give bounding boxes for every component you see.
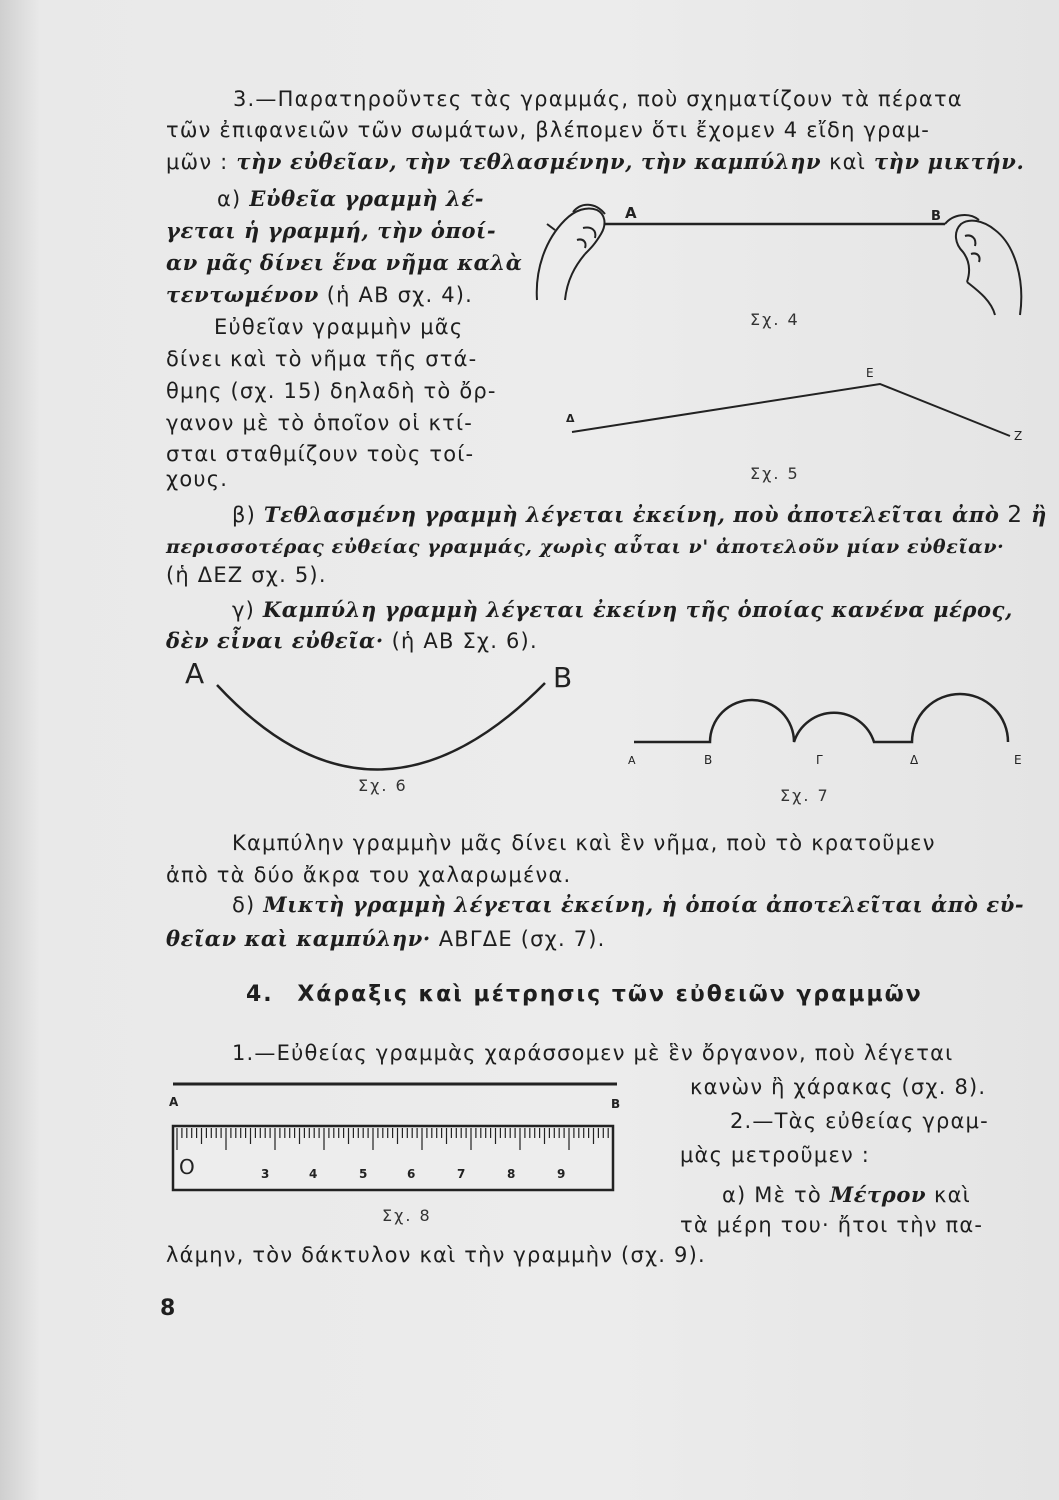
fig4-caption: Σχ. 4 [750, 310, 800, 329]
left-hand-icon [537, 205, 605, 300]
para-a-line9: σται σταθμίζουν τοὺς τοί- [166, 442, 475, 466]
ruler-number-5: 5 [359, 1167, 368, 1181]
para-b-marker: β) [232, 503, 256, 527]
fig5-label-d: Δ [566, 412, 575, 425]
para-c-line2 [166, 628, 538, 654]
figure-5-broken-line [560, 360, 1030, 460]
s4-para1-line2: κανὼν ἢ χάρακας (σχ. 8). [690, 1075, 987, 1099]
para-a-line4-b: (ἡ ΑΒ σχ. 4). [326, 283, 474, 307]
right-hand-icon [945, 215, 1021, 315]
para-d-line2-b: ΑΒΓΔΕ (σχ. 7). [438, 927, 606, 951]
fig6-label-a: A [185, 657, 205, 690]
para-a-line8: γανον μὲ τὸ ὁποῖον οἱ κτί- [166, 411, 474, 435]
para3-line3-a: μῶν : [166, 150, 229, 174]
ruler-number-7: 7 [457, 1167, 466, 1181]
para-c-term: Καμπύλη γραμμὴ λέγεται ἐκείνη τῆς ὁποίας κανένα μέρος, [262, 597, 1013, 622]
para-a-line4-a: τεντωμένον [166, 282, 319, 307]
fig4-label-b: Β [931, 209, 941, 224]
fig5-broken-line [572, 384, 1010, 436]
para-a-line5: Εὐθεῖαν γραμμὴν μᾶς [214, 315, 464, 339]
figure-4-thread [525, 190, 1030, 330]
para-d-marker: δ) [232, 893, 256, 917]
fig7-caption: Σχ. 7 [780, 786, 830, 805]
para-d-line2 [166, 926, 606, 952]
ruler-number-3: 3 [261, 1167, 270, 1181]
ruler-number-9: 9 [557, 1167, 566, 1181]
para-curve-line1: Καμπύλην γραμμὴν μᾶς δίνει καὶ ἓν νῆμα, ποὺ τὸ κρατοῦμεν [232, 831, 936, 855]
para-b-line3: (ἡ ΔΕΖ σχ. 5). [166, 563, 327, 587]
fig4-label-a: Α [625, 204, 637, 222]
para3-line3-c: καὶ [829, 150, 867, 174]
page-number: 8 [160, 1296, 176, 1321]
para3-line2: τῶν ἐπιφανειῶν τῶν σωμάτων, βλέπομεν ὅτι ἔχομεν 4 εἴδη γραμ- [166, 118, 931, 142]
s4-para2-line3 [722, 1182, 971, 1208]
fig7-label-b: Β [704, 753, 713, 767]
para-c-line2-a: δὲν εἶναι εὐθεῖα· [166, 628, 384, 653]
para3-line3-b: τὴν εὐθεῖαν, τὴν τεθλασμένην, τὴν καμπύλην [236, 149, 822, 174]
para-d-line2-a: θεῖαν καὶ καμπύλην· [166, 926, 431, 951]
para3-line3-d: τὴν μικτήν. [873, 149, 1025, 174]
para-b-line2: περισσοτέρας εὐθείας γραμμάς, χωρὶς αὗται ν' ἀποτελοῦν μίαν εὐθεῖαν· [166, 536, 1005, 558]
s4-para2-line3-c: καὶ [934, 1183, 971, 1207]
fig6-curve [217, 683, 545, 770]
s4-para2-line1: 2.—Τὰς εὐθείας γραμ- [730, 1109, 989, 1133]
ruler-number-0: O [179, 1155, 195, 1179]
para-b-or: ἢ [1031, 502, 1047, 527]
s4-para2-line4: τὰ μέρη του· ἤτοι τὴν πα- [680, 1213, 984, 1237]
fig7-label-d: Δ [910, 753, 919, 767]
fig5-label-z: Ζ [1014, 429, 1023, 443]
fig7-label-a: Α [628, 754, 636, 767]
fig8-label-a: Α [169, 1095, 179, 1109]
para-a-line10: χους. [166, 467, 229, 491]
para-d-term: Μικτὴ γραμμὴ λέγεται ἐκείνη, ἡ ὁποία ἀποτελεῖται ἀπὸ εὐ- [263, 892, 1025, 917]
s4-para2-metron: Μέτρον [829, 1182, 927, 1207]
para-a-marker: α) [217, 187, 242, 211]
para-curve-line2: ἀπὸ τὰ δύο ἄκρα του χαλαρωμένα. [166, 863, 572, 887]
section-4-title: Χάραξις καὶ μέτρησις τῶν εὐθειῶν γραμμῶν [297, 982, 923, 1007]
fig7-label-e: Ε [1014, 753, 1022, 767]
para-d-line1 [232, 892, 1024, 918]
section-4-heading [246, 982, 923, 1007]
para-c-line2-b: (ἡ ΑΒ Σχ. 6). [391, 629, 538, 653]
ruler-number-6: 6 [407, 1167, 416, 1181]
para3-line3 [166, 149, 1024, 175]
para3-line1: 3.—Παρατηροῦντες τὰς γραμμάς, ποὺ σχηματίζουν τὰ πέρατα [233, 87, 963, 111]
fig6-label-b: B [553, 661, 573, 694]
s4-para1-line1: 1.—Εὐθείας γραμμὰς χαράσσομεν μὲ ἓν ὄργανον, ποὺ λέγεται [232, 1041, 954, 1065]
para-a-line1 [217, 186, 484, 212]
s4-para2-line3-a: α) Μὲ τὸ [722, 1183, 822, 1207]
para-b-term: Τεθλασμένη γραμμὴ λέγεται ἐκείνη, ποὺ ἀποτελεῖται ἀπὸ [263, 502, 1000, 527]
fig5-caption: Σχ. 5 [750, 464, 800, 483]
para-a-line4 [166, 282, 473, 308]
para-c-line1 [232, 597, 1013, 623]
fig8-label-b: Β [611, 1097, 621, 1111]
section-4-number: 4. [246, 982, 274, 1007]
para-a-line2: γεται ἡ γραμμή, τὴν ὁποί- [166, 218, 497, 243]
ruler-number-8: 8 [507, 1167, 516, 1181]
para-a-term: Εὐθεῖα γραμμὴ λέ- [249, 186, 485, 211]
fig7-mixed-line [634, 694, 1008, 742]
fig6-caption: Σχ. 6 [358, 776, 408, 795]
para-b-line1 [232, 502, 1047, 528]
figure-7-mixed-line [620, 680, 1040, 780]
para-a-line6: δίνει καὶ τὸ νῆμα τῆς στά- [166, 347, 478, 371]
para-a-line7: θμης (σχ. 15) δηλαδὴ τὸ ὄρ- [166, 379, 497, 403]
fig8-caption: Σχ. 8 [382, 1206, 432, 1225]
s4-para2-line2: μὰς μετροῦμεν : [680, 1143, 871, 1167]
para-a-line3: αν μᾶς δίνει ἕνα νῆμα καλὰ [166, 250, 523, 275]
fig7-label-g: Γ [816, 753, 823, 767]
ruler-number-4: 4 [309, 1167, 318, 1181]
s4-para2-line5: λάμην, τὸν δάκτυλον καὶ τὴν γραμμὴν (σχ. 9). [166, 1243, 706, 1267]
fig5-label-e: Ε [866, 366, 874, 380]
para-b-two: 2 [1007, 502, 1024, 528]
para-c-marker: γ) [232, 598, 256, 622]
figure-6-curve [175, 655, 595, 775]
